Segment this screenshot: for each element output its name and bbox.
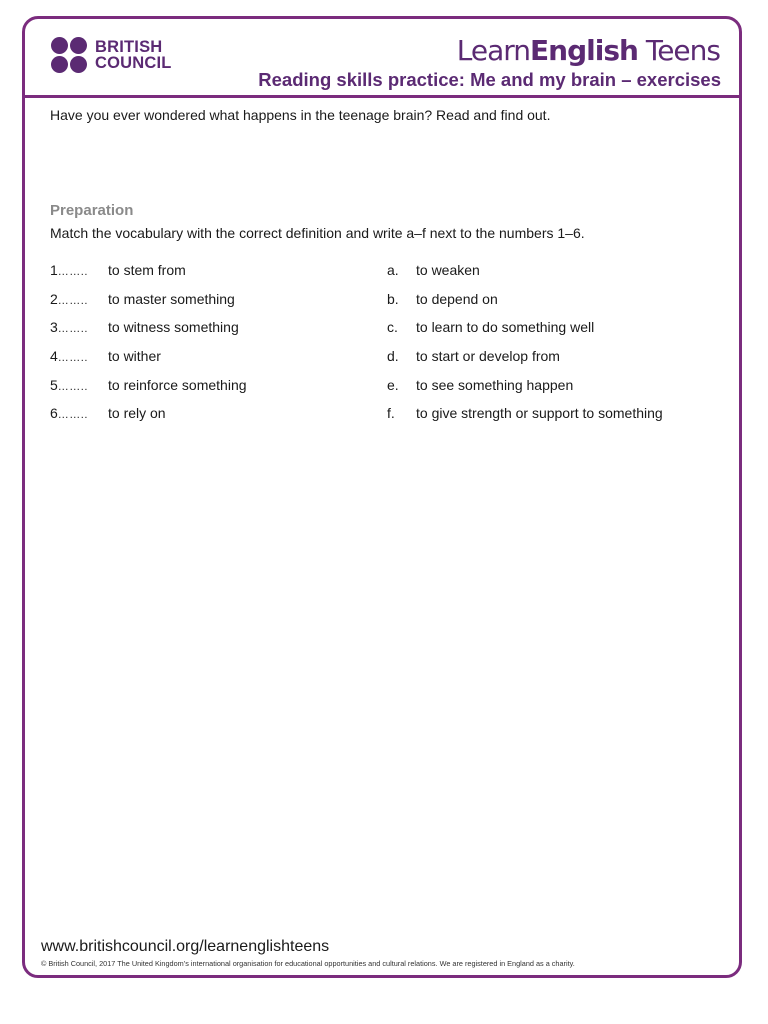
- answer-blank[interactable]: ……..: [57, 323, 88, 336]
- british-council-dots-icon: [51, 37, 87, 73]
- header-divider: [24, 95, 742, 98]
- definition-letter: f.: [387, 405, 395, 422]
- number-label: 6: [50, 405, 58, 422]
- item-number: [50, 376, 88, 396]
- footer-website-link[interactable]: www.britishcouncil.org/learnenglishteens: [41, 938, 330, 955]
- list-item: [50, 290, 690, 319]
- page-border: [22, 16, 742, 978]
- item-number: [50, 261, 88, 281]
- vocab-term: to master something: [108, 290, 235, 307]
- vocab-term: to wither: [108, 348, 161, 365]
- preparation-heading: Preparation: [50, 202, 134, 219]
- british-council-logo: [51, 37, 172, 73]
- learnenglish-teens-brand: [457, 33, 720, 69]
- logo-dot: [51, 56, 68, 73]
- list-item: [50, 404, 690, 433]
- answer-blank[interactable]: ……..: [57, 352, 88, 365]
- answer-blank[interactable]: ……..: [57, 294, 88, 307]
- brand-learn: Learn: [456, 34, 531, 67]
- list-item: [50, 376, 690, 405]
- vocab-term: to witness something: [108, 319, 239, 336]
- definition-text: to see something happen: [416, 376, 574, 393]
- definition-text: to learn to do something well: [416, 319, 595, 336]
- answer-blank[interactable]: ……..: [57, 409, 88, 422]
- number-label: 3: [50, 319, 58, 336]
- definition-letter: d.: [387, 348, 399, 365]
- footer-copyright: © British Council, 2017 The United Kingdom’s international organisation for educational opportunities and cultural relations. We are registered in England as a charity.: [41, 959, 575, 968]
- vocabulary-match-list: [50, 261, 690, 433]
- answer-blank[interactable]: ……..: [57, 380, 88, 393]
- definition-letter: c.: [387, 319, 398, 336]
- number-label: 2: [50, 290, 58, 307]
- brand-english: English: [530, 34, 638, 67]
- answer-blank[interactable]: ……..: [57, 266, 88, 278]
- logo-wordmark: [95, 39, 172, 71]
- definition-text: to weaken: [416, 262, 480, 278]
- list-item: [50, 261, 690, 290]
- logo-dot: [51, 37, 68, 54]
- vocab-term: to reinforce something: [108, 376, 247, 393]
- definition-text: to give strength or support to something: [416, 405, 663, 422]
- item-number: [50, 318, 88, 338]
- logo-line-1: BRITISH: [95, 38, 163, 56]
- definition-text: to start or develop from: [416, 348, 560, 365]
- definition-letter: a.: [387, 262, 399, 278]
- definition-text: to depend on: [416, 290, 498, 307]
- vocab-term: to rely on: [108, 405, 166, 422]
- logo-dot: [70, 56, 87, 73]
- preparation-instruction: Match the vocabulary with the correct definition and write a–f next to the numbers 1–6.: [50, 225, 585, 241]
- number-label: 4: [50, 348, 58, 365]
- number-label: 1: [50, 262, 58, 278]
- number-label: 5: [50, 376, 58, 393]
- brand-teens: Teens: [637, 34, 720, 67]
- intro-text: Have you ever wondered what happens in the teenage brain? Read and find out.: [50, 107, 551, 123]
- page-title: Reading skills practice: Me and my brain – exercises: [258, 69, 721, 90]
- logo-line-2: COUNCIL: [95, 54, 172, 72]
- list-item: [50, 318, 690, 347]
- vocab-term: to stem from: [108, 262, 186, 278]
- logo-dot: [70, 37, 87, 54]
- list-item: [50, 347, 690, 376]
- definition-letter: b.: [387, 290, 399, 307]
- item-number: [50, 347, 88, 367]
- item-number: [50, 290, 88, 310]
- item-number: [50, 404, 88, 424]
- definition-letter: e.: [387, 376, 399, 393]
